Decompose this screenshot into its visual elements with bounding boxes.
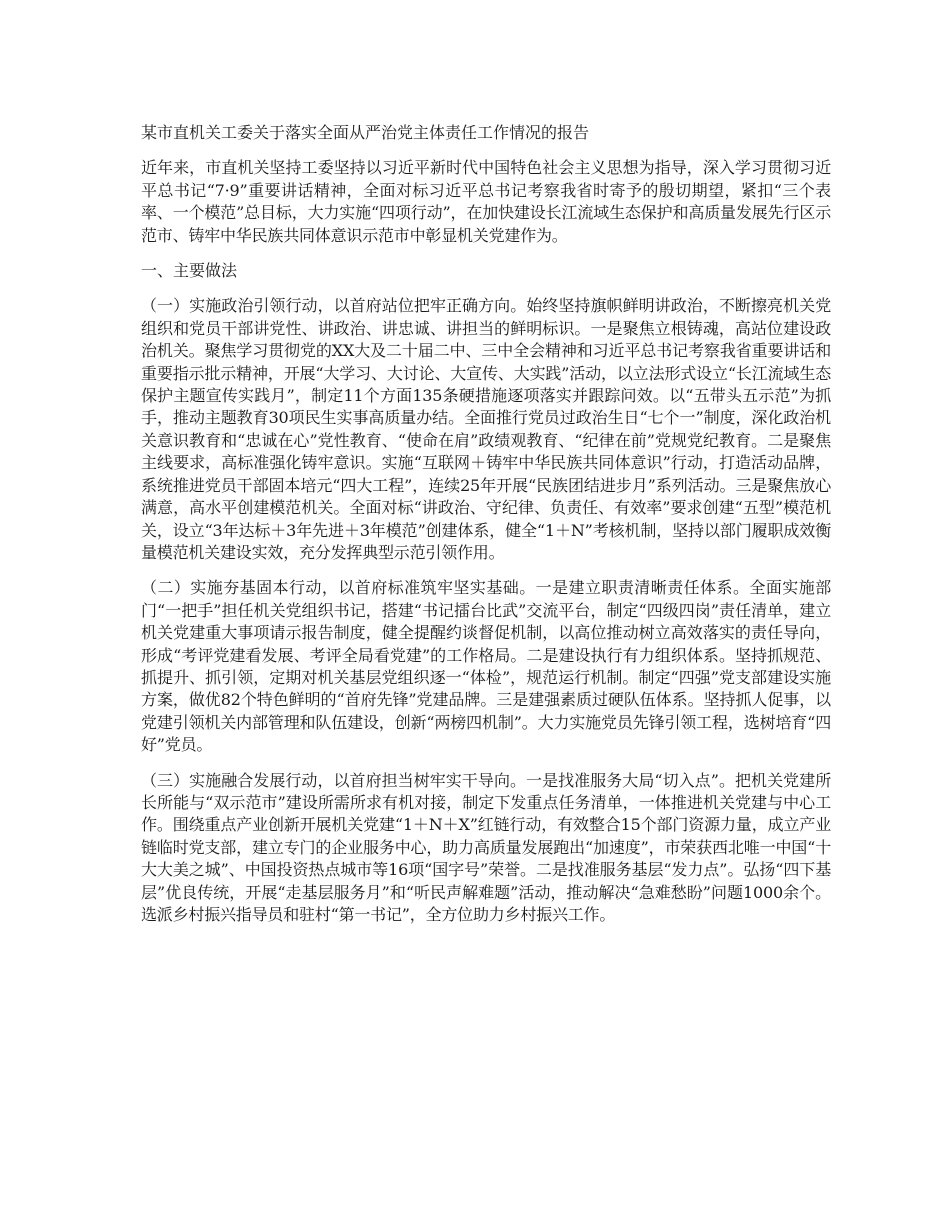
paragraph-integrated-development: （三）实施融合发展行动，以首府担当树牢实干导向。一是找准服务大局“切入点”。把机关党建所长所能与“双示范市”建设所需所求有机对接，制定下发重点任务清单，一体推进机关党建与中心工作。围绕重点产业创新开展机关党建“1＋N＋X”红链行动，有效整合15个部门资源力量，成立产业链临时党支部，建立专门的企业服务中心，助力高质量发展跑出“加速度”，市荣获西北唯一中国“十大大美之城”、中国投资热点城市等16项“国字号”荣誉。二是找准服务基层“发力点”。弘扬“四下基层”优良传统，开展“走基层服务月”和“听民声解难题”活动，推动解决“急难愁盼”问题1000余个。选派乡村振兴指导员和驻村“第一书记”，全方位助力乡村振兴工作。: [141, 770, 831, 924]
intro-paragraph: 近年来，市直机关坚持工委坚持以习近平新时代中国特色社会主义思想为指导，深入学习贯彻习近平总书记“7·9”重要讲话精神，全面对标习近平总书记考察我省时寄予的殷切期望，紧扣“三个表率、一个模范”总目标，大力实施“四项行动”，在加快建设长江流域生态保护和高质量发展先行区示范市、铸牢中华民族共同体意识示范市中彰显机关党建作为。: [141, 158, 831, 245]
document-page: [141, 122, 831, 939]
section-heading: 一、主要做法: [141, 261, 238, 281]
document-title: 某市直机关工委关于落实全面从严治党主体责任工作情况的报告: [141, 123, 590, 142]
paragraph-foundation: （二）实施夯基固本行动，以首府标准筑牢坚实基础。一是建立职责清晰责任体系。全面实施部门“一把手”担任机关党组织书记，搭建“书记擂台比武”交流平台，制定“四级四岗”责任清单，建立机关党建重大事项请示报告制度，健全提醒约谈督促机制，以高位推动树立高效落实的责任导向，形成“考评党建看发展、考评全局看党建”的工作格局。二是建设执行有力组织体系。坚持抓规范、抓提升、抓引领，定期对机关基层党组织逐一“体检”，规范运行机制。制定“四强”党支部建设实施方案，做优82个特色鲜明的“首府先锋”党建品牌。三是建强素质过硬队伍体系。坚持抓人促事，以党建引领机关内部管理和队伍建设，创新“两榜四机制”。大力实施党员先锋引领工程，选树培育“四好”党员。: [141, 578, 831, 755]
paragraph-political-leadership: （一）实施政治引领行动，以首府站位把牢正确方向。始终坚持旗帜鲜明讲政治，不断擦亮机关党组织和党员干部讲党性、讲政治、讲忠诚、讲担当的鲜明标识。一是聚焦立根铸魂，高站位建设政治机关。聚焦学习贯彻党的XX大及二十届二中、三中全会精神和习近平总书记考察我省重要讲话和重要指示批示精神，开展“大学习、大讨论、大宣传、大实践”活动，以立法形式设立“长江流域生态保护主题宣传实践月”，制定11个方面135条硬措施逐项落实并跟踪问效。以“五带头五示范”为抓手，推动主题教育30项民生实事高质量办结。全面推行党员过政治生日“七个一”制度，深化政治机关意识教育和“忠诚在心”党性教育、“使命在肩”政绩观教育、“纪律在前”党规党纪教育。二是聚焦主线要求，高标准强化铸牢意识。实施“互联网＋铸牢中华民族共同体意识”行动，打造活动品牌，系统推进党员干部固本培元“四大工程”，连续25年开展“民族团结进步月”系列活动。三是聚焦放心满意，高水平创建模范机关。全面对标“讲政治、守纪律、负责任、有效率”要求创建“五型”模范机关，设立“3年达标＋3年先进＋3年模范”创建体系，健全“1＋N”考核机制，坚持以部门履职成效衡量模范机关建设实效，充分发挥典型示范引领作用。: [141, 296, 831, 562]
